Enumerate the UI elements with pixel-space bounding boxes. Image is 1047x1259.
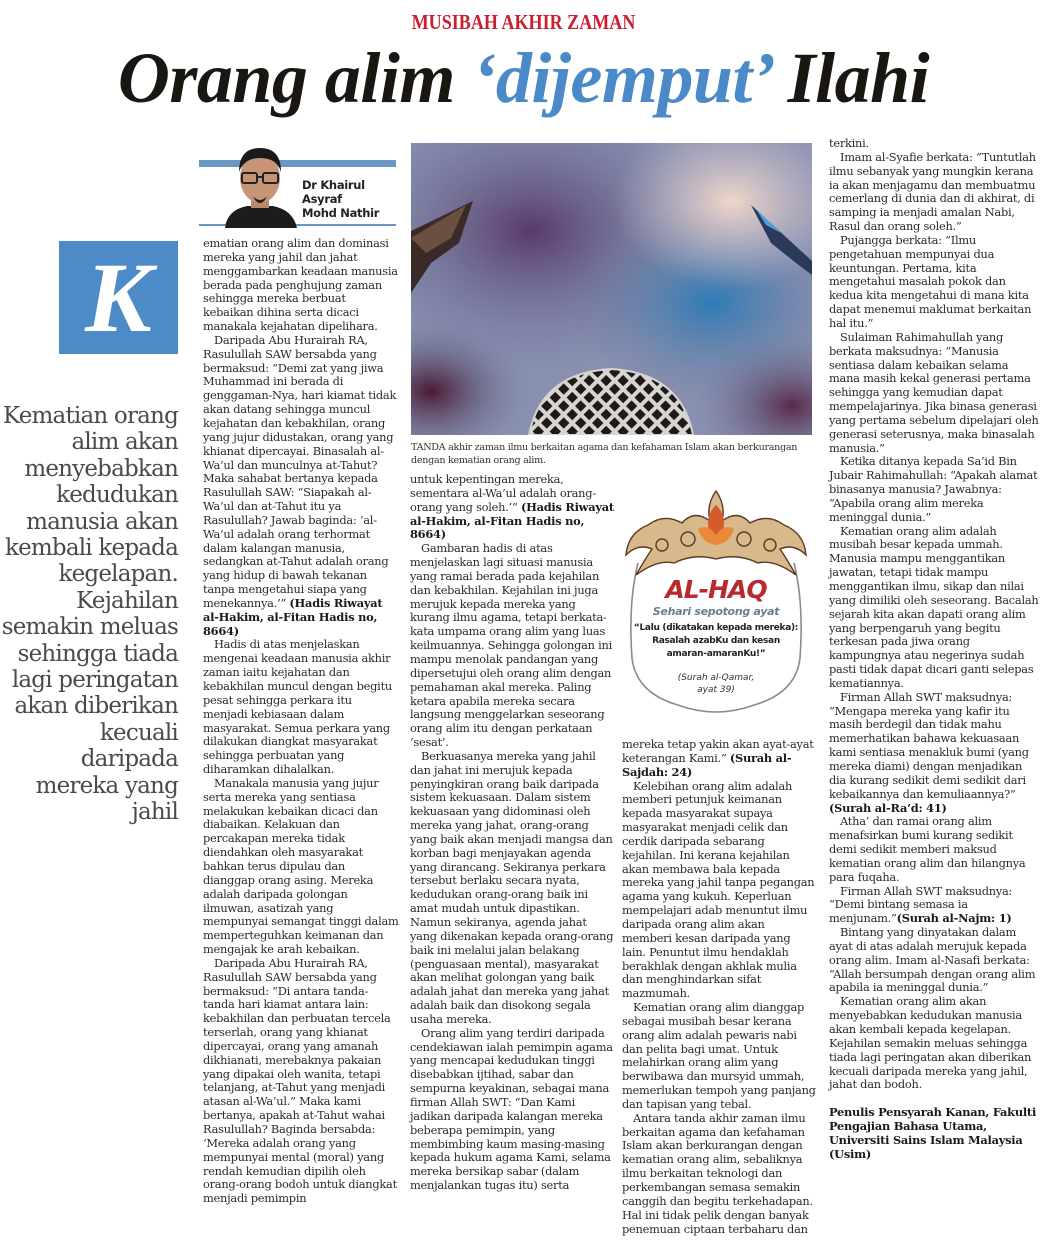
citation: (Surah al-Ra’d: 41) <box>829 800 947 815</box>
section-kicker: MUSIBAH AKHIR ZAMAN <box>411 10 636 34</box>
body-paragraph <box>622 738 817 780</box>
body-column-2 <box>410 473 615 1193</box>
mosque-photo-icon <box>411 143 812 435</box>
paragraph-text: Kematian orang alim adalah musibah besar kepada ummah. Manusia mampu menggantikan jawatan, tetapi tidak mampu menggantikan ilmu, sikap dan nilai yang dimiliki oleh seseorang. Bacalah sejarah kita akan dapati orang alim yang berpengaruh yang begitu terkesan pada jiwa orang kampungnya atau negerinya sudah pasti tidak dapat dicari ganti selepas kematiannya. <box>829 523 1039 690</box>
photo-caption: TANDA akhir zaman ilmu berkaitan agama dan kefahaman Islam akan berkurangan dengan kematian orang alim. <box>411 442 798 466</box>
body-paragraph <box>410 542 615 750</box>
paragraph-text: Firman Allah SWT maksudnya: “Mengapa mereka yang kafir itu masih berdegil dan tidak mahu memerhatikan bahawa kekuasaan kami sentiasa menakluk bumi (yang mereka diami) dengan menjadikan dia kurang sedikit demi sedikit dari kebaikannya dan kemuliaannya?” <box>829 689 1029 801</box>
body-column-4 <box>829 137 1041 1162</box>
paragraph-text: Hadis di atas menjelaskan mengenai keadaan manusia akhir zaman iaitu kejahatan dan kebakhilan muncul dengan begitu pesat sehingga perkara itu menjadi kebiasaan dalam masyarakat. Semua perkara yang dilakukan diangkat masyarakat sehingga perbuatan yang diharamkan dihalalkan. <box>203 637 392 777</box>
al-haq-subtitle: Sehari sepotong ayat <box>652 605 780 618</box>
body-paragraph <box>203 777 399 957</box>
paragraph-text: ematian orang alim dan dominasi mereka yang jahil dan jahat menggambarkan keadaan manusia berada pada penghujung zaman sehingga mereka berbuat kebaikan dihina serta dicaci manakala kejahatan dipelihara. <box>203 236 398 334</box>
headline <box>0 38 1047 118</box>
body-paragraph <box>829 137 1041 151</box>
paragraph-text: Pujangga berkata: “Ilmu pengetahuan mempunyai dua keuntungan. Pertama, kita mengetahui masalah pokok dan kedua kita mengetahui di mana kita dapat menemui maklumat berkaitan hal itu.” <box>829 232 1032 330</box>
citation: (Surah al-Sajdah: 24) <box>622 750 792 779</box>
body-paragraph <box>203 638 399 776</box>
paragraph-text: terkini. <box>829 136 869 150</box>
drop-cap: K <box>59 241 178 354</box>
paragraph-text: Firman Allah SWT maksudnya: “Demi bintang semasa ia menjunam.” <box>829 883 1013 926</box>
body-column-3 <box>622 738 817 1236</box>
paragraph-text: Berkuasanya mereka yang jahil dan jahat ini merujuk kepada penyingkiran orang baik daripada sistem kekuasaan. Dalam sistem kekuasaan yang didominasi oleh mereka yang jahat, orang-orang yang baik akan menjadi mangsa dan korban bagi menjayakan agenda yang dirancang. Sekiranya perkara tersebut berlaku secara nyata, kedudukan orang-orang baik ini amat mudah untuk dipastikan. Namun sekiranya, agenda jahat yang dikenakan kepada orang-orang baik ini melalui jalan belakang (penguasaan mental), masyarakat akan melihat golongan yang baik adalah jahat dan mereka yang jahat adalah baik dan disokong segala usaha mereka. <box>410 748 614 1026</box>
al-haq-reference <box>638 672 794 696</box>
body-paragraph <box>829 815 1041 884</box>
body-paragraph <box>410 750 615 1027</box>
author-portrait-icon <box>217 140 303 228</box>
paragraph-text: Imam al-Syafie berkata: “Tuntutlah ilmu sebanyak yang mungkin kerana ia akan menjagamu dan membuatmu cemerlang di dunia dan di akhirat, di samping ia menjadi amalan Nabi, Rasul dan orang soleh.” <box>829 149 1036 234</box>
paragraph-text: Kelebihan orang alim adalah memberi petunjuk keimanan kepada masyarakat supaya masyarakat menjadi celik dan cerdik daripada sebarang kejahilan. Ini kerana kejahilan akan membawa bala kepada mereka yang jahil tanpa pegangan agama yang kukuh. Keperluan mempelajari adab menuntut ilmu daripada orang alim akan memberi kesan daripada yang lain. Penuntut ilmu hendaklah berakhlak dengan akhlak mulia dan menghindarkan sifat mazmumah. <box>622 778 815 1001</box>
body-paragraph <box>829 926 1041 995</box>
paragraph-text: Ketika ditanya kepada Sa’id Bin Jubair Rahimahullah: “Apakah alamat binasanya manusia? Jawabnya: “Apabila orang alim mereka meninggal dunia.” <box>829 454 1038 524</box>
al-haq-ref-line2: ayat 39) <box>697 685 735 695</box>
citation: (Surah al-Najm: 1) <box>896 911 1012 926</box>
paragraph-text: Sulaiman Rahimahullah yang berkata maksudnya: “Manusia sentiasa dalam kebaikan selama mana masih kekal generasi pertama sehingga yang kemudian dapat mempelajarinya. Jika binasa generasi yang pertama sebelum dipelajari oleh generasi seterusnya, maka binasalah manusia.” <box>829 329 1039 455</box>
paragraph-text: Kematian orang alim akan menyebabkan kedudukan manusia akan kembali kepada kegelapan. Kejahilan semakin meluas sehingga tiada lagi peringatan akan diberikan kecuali daripada mereka yang jahil, jahat dan bodoh. <box>829 994 1032 1092</box>
author-name-line1: Dr Khairul Asyraf <box>302 178 365 206</box>
author-name-line2: Mohd Nathir <box>302 206 380 220</box>
body-paragraph <box>829 151 1041 234</box>
headline-part2: Ilahi <box>770 38 930 118</box>
body-paragraph <box>203 334 399 639</box>
body-paragraph <box>829 331 1041 456</box>
citation: (Hadis Riwayat al-Hakim, al-Fitan Hadis no, 8664) <box>410 499 614 542</box>
body-paragraph <box>622 1001 817 1112</box>
paragraph-text: Bintang yang dinyatakan dalam ayat di atas adalah merujuk kepada orang alim. Imam al-Nasafi berkata: “Allah bersumpah dengan orang alim apabila ia meninggal dunia.” <box>829 925 1036 995</box>
author-box <box>199 138 399 230</box>
author-name <box>302 178 399 220</box>
paragraph-text: untuk kepentingan mereka, sementara al-Wa’ul adalah orang-orang yang soleh.’” <box>410 472 596 514</box>
mosque-sky-photo <box>411 143 812 435</box>
paragraph-text: Daripada Abu Hurairah RA, Rasulullah SAW bersabda yang bermaksud: “Demi zat yang jiwa Muhammad ini berada di genggaman-Nya, hari kiamat tidak akan datang sehingga muncul kejahatan dan kebakhilan, orang yang jujur didustakan, orang yang khianat dipercayai. Binasalah al-Wa’ul dan munculnya at-Tahut? Maka sahabat bertanya kepada Rasulullah SAW: “Siapakah al-Wa’ul dan at-Tahut itu ya Rasulullah? Jawab baginda: ‘al-Wa’ul adalah orang terhormat dalam kalangan manusia, sedangkan at-Tahut adalah orang yang hidup di bawah tekanan tanpa mengetahui siapa yang menekannya.’” <box>203 332 397 610</box>
body-paragraph <box>622 1112 817 1237</box>
paragraph-text: Antara tanda akhir zaman ilmu berkaitan agama dan kefahaman Islam akan berkurangan dengan kematian orang alim, sebaliknya ilmu berkaitan teknologi dan perkembangan semasa semakin canggih dan begitu terkehadapan. Hal ini tidak pelik dengan banyak penemuan ciptaan terbaharu dan <box>622 1110 813 1236</box>
body-paragraph <box>203 957 399 1206</box>
pull-quote: Kematian orang alim akan menyebabkan kedudukan manusia akan kembali kepada kegelapan. Kejahilan semakin meluas sehingga tiada lagi peringatan akan diberikan kecuali daripada mereka yang jahil <box>1 403 178 826</box>
headline-part1: Orang alim <box>117 38 473 118</box>
paragraph-text: Daripada Abu Hurairah RA, Rasulullah SAW bersabda yang bermaksud: “Di antara tanda-tanda hari kiamat antara lain: kebakhilan dan perbuatan tercela terserlah, orang yang khianat dipercayai, orang yang amanah dikhianati, merebaknya pakaian yang dipakai oleh wanita, tetapi telanjang, at-Tahut yang menjadi atasan al-Wa’ul.” Maka kami bertanya, apakah at-Tahut wahai Rasulullah? Baginda bersabda: ‘Mereka adalah orang yang mempunyai mental (moral) yang rendah kemudian dipilih oleh orang-orang bodoh untuk diangkat menjadi pemimpin <box>203 955 397 1206</box>
paragraph-text: Manakala manusia yang jujur serta mereka yang sentiasa melakukan kebaikan dicaci dan diabaikan. Kelakuan dan percakapan mereka tidak diendahkan oleh masyarakat bahkan terus dipulau dan dianggap orang asing. Mereka adalah daripada golongan ilmuwan, asatizah yang mempunyai semangat tinggi dalam memperteguhkan keimanan dan mengajak ke arah kebaikan. <box>203 775 399 957</box>
headline-highlight: ‘dijemput’ <box>472 38 771 118</box>
body-column-1 <box>203 237 399 1206</box>
paragraph-text: Atha’ dan ramai orang alim menafsirkan bumi kurang sedikit demi sedikit memberi maksud kematian orang alim dan hilangnya para fuqaha. <box>829 814 1026 884</box>
body-paragraph <box>829 995 1041 1092</box>
al-haq-title: AL-HAQ <box>665 575 767 604</box>
body-paragraph <box>203 237 399 334</box>
paragraph-text: mereka tetap yakin akan ayat-ayat keterangan Kami.” <box>622 737 814 765</box>
al-haq-box <box>618 483 814 719</box>
body-paragraph <box>829 455 1041 524</box>
citation: (Hadis Riwayat al-Hakim, al-Fitan Hadis no, 8664) <box>203 595 383 638</box>
body-paragraph <box>622 780 817 1002</box>
paragraph-text: Kematian orang alim dianggap sebagai musibah besar kerana orang alim adalah pewaris nabi dan pelita bagi umat. Untuk melahirkan orang alim yang berwibawa dan mursyid ummah, memerlukan tempoh yang panjang dan tapisan yang tebal. <box>622 1000 816 1111</box>
body-paragraph <box>829 525 1041 691</box>
al-haq-ref-line1: (Surah al-Qamar, <box>677 673 755 683</box>
body-paragraph <box>829 885 1041 927</box>
body-paragraph <box>410 1027 615 1193</box>
author-footer: Penulis Pensyarah Kanan, Fakulti Pengajian Bahasa Utama, Universiti Sains Islam Malaysia (Usim) <box>829 1105 1037 1161</box>
paragraph-text: Orang alim yang terdiri daripada cendekiawan ialah pemimpin agama yang mencapai kedudukan tinggi disebabkan ijtihad, sabar dan sempurna keyakinan, sebagai mana firman Allah SWT: “Dan Kami jadikan daripada kalangan mereka beberapa pemimpin, yang membimbing kaum masing-masing kepada hukum agama Kami, selama mereka bersikap sabar (dalam menjalankan tugas itu) serta <box>410 1025 613 1193</box>
al-haq-verse: “Lalu (dikatakan kepada mereka): Rasalah azabKu dan kesan amaran-amaranKu!” <box>633 623 799 659</box>
body-paragraph <box>410 473 615 542</box>
body-paragraph <box>829 234 1041 331</box>
paragraph-text: Gambaran hadis di atas menjelaskan lagi situasi manusia yang ramai berada pada kejahilan dan kebakhilan. Kejahilan ini juga merujuk kepada mereka yang kurang ilmu agama, tetapi berkata-kata umpama orang alim yang luas keilmuannya. Sehingga golongan ini mampu menolak pandangan yang dipersetujui oleh orang alim dengan pemahaman akal mereka. Paling ketara apabila mereka secara langsung menggelarkan seseorang orang alim itu dengan perkataan ‘sesat’. <box>410 541 612 750</box>
body-paragraph <box>829 691 1041 816</box>
